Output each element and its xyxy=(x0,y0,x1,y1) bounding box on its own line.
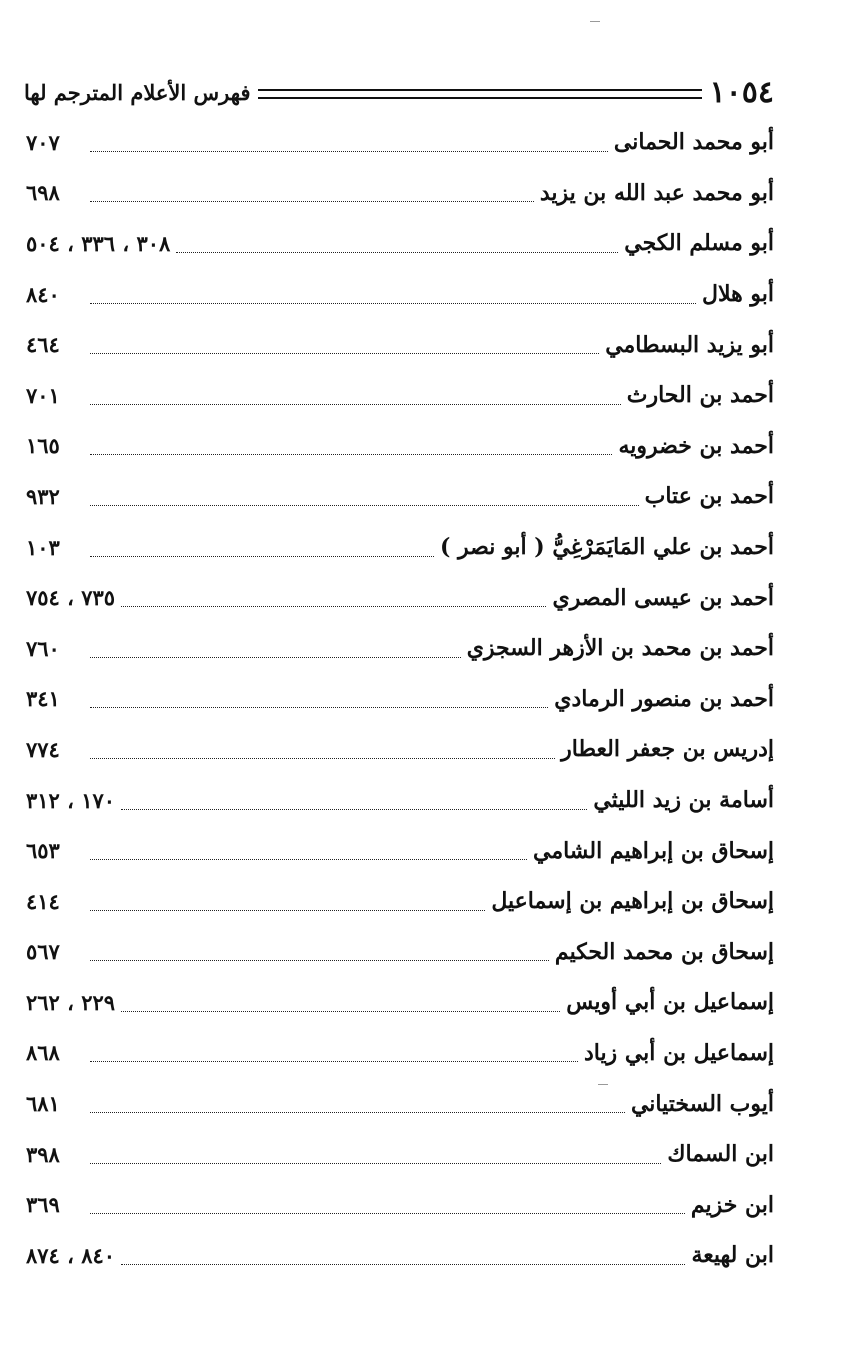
index-entry xyxy=(26,977,774,1028)
entry-pages: ٧٧٤ xyxy=(26,736,60,762)
entry-name: أحمد بن محمد بن الأزهر السجزي xyxy=(466,635,774,662)
entry-pages: ٣٩٨ xyxy=(26,1141,60,1167)
entry-name: أحمد بن الحارث xyxy=(626,382,774,409)
dot-leader xyxy=(90,404,621,405)
entry-name: أحمد بن خضرويه xyxy=(618,432,774,459)
entry-pages: ٣٠٨ ، ٣٣٦ ، ٥٠٤ xyxy=(26,230,171,256)
entry-name: أبو محمد عبد الله بن يزيد xyxy=(539,179,774,206)
entry-name: إسماعيل بن أبي أويس xyxy=(566,989,774,1016)
entry-name: ابن السماك xyxy=(667,1141,774,1168)
entry-pages: ٦٥٣ xyxy=(26,838,60,864)
index-entry xyxy=(26,1129,774,1180)
index-entry xyxy=(26,370,774,421)
entry-pages: ٣٤١ xyxy=(26,686,60,712)
entry-pages: ١٠٣ xyxy=(26,534,60,560)
index-entry xyxy=(26,724,774,775)
index-entry xyxy=(26,1230,774,1281)
index-entry xyxy=(26,1078,774,1129)
entry-name: أحمد بن علي المَايَمَرْغِيُّ ( أبو نصر ) xyxy=(439,534,774,561)
index-entry xyxy=(26,825,774,876)
entry-name: أبو هلال xyxy=(702,281,774,308)
scan-mark-top xyxy=(590,21,600,22)
entry-pages: ٣٦٩ xyxy=(26,1192,60,1218)
entry-pages: ٧٠١ xyxy=(26,382,60,408)
index-entry xyxy=(26,319,774,370)
entry-name: إدريس بن جعفر العطار xyxy=(561,736,774,763)
entry-pages: ٨٤٠ xyxy=(26,281,60,307)
entry-pages: ٨٤٠ ، ٨٧٤ xyxy=(26,1242,116,1268)
dot-leader xyxy=(90,960,549,961)
entry-pages: ٦٨١ xyxy=(26,1091,60,1117)
entry-name: أسامة بن زيد الليثي xyxy=(593,787,774,814)
index-entry xyxy=(26,572,774,623)
entry-pages: ٤١٤ xyxy=(26,888,60,914)
dot-leader xyxy=(121,809,587,810)
entry-pages: ٥٦٧ xyxy=(26,939,60,965)
dot-leader xyxy=(176,252,618,253)
entry-name: إسحاق بن إبراهيم الشامي xyxy=(532,837,774,864)
entry-name: ابن خزيم xyxy=(690,1191,774,1218)
index-entry xyxy=(26,522,774,573)
dot-leader xyxy=(90,910,485,911)
page-number: ١٠٥٤ xyxy=(709,74,774,110)
index-entry xyxy=(26,623,774,674)
entry-name: إسماعيل بن أبي زياد xyxy=(583,1039,774,1066)
entry-name: أبو مسلم الكجي xyxy=(624,230,774,257)
dot-leader xyxy=(121,1011,560,1012)
index-entry xyxy=(26,927,774,978)
index-entry xyxy=(26,471,774,522)
header-double-rule xyxy=(258,89,701,99)
index-entry xyxy=(26,218,774,269)
entry-name: ابن لهيعة xyxy=(691,1242,774,1269)
entry-pages: ٧٣٥ ، ٧٥٤ xyxy=(26,585,116,611)
entry-name: أحمد بن منصور الرمادي xyxy=(554,685,774,712)
dot-leader xyxy=(90,303,696,304)
entry-name: أبو محمد الحمانى xyxy=(613,129,774,156)
scan-mark-bottom xyxy=(598,1084,608,1085)
entry-pages: ٩٣٢ xyxy=(26,483,60,509)
entry-pages: ٧٦٠ xyxy=(26,635,60,661)
entry-name: أبو يزيد البسطامي xyxy=(605,331,774,358)
dot-leader xyxy=(90,859,527,860)
index-entry xyxy=(26,117,774,168)
index-entry xyxy=(26,1179,774,1230)
entry-pages: ٦٩٨ xyxy=(26,180,60,206)
dot-leader xyxy=(90,353,599,354)
dot-leader xyxy=(90,505,639,506)
dot-leader xyxy=(90,1163,661,1164)
entry-pages: ١٦٥ xyxy=(26,433,60,459)
dot-leader xyxy=(90,1061,578,1062)
entry-pages: ٢٢٩ ، ٢٦٢ xyxy=(26,989,116,1015)
running-title: فهرس الأعلام المترجم لها xyxy=(24,79,251,105)
entry-pages: ٤٦٤ xyxy=(26,332,60,358)
entry-pages: ٧٠٧ xyxy=(26,129,60,155)
dot-leader xyxy=(90,657,461,658)
index-entry xyxy=(26,421,774,472)
page-header xyxy=(24,72,774,112)
dot-leader xyxy=(121,606,546,607)
dot-leader xyxy=(90,454,612,455)
dot-leader xyxy=(90,707,548,708)
entry-name: إسحاق بن محمد الحكيم xyxy=(554,938,774,965)
index-entries xyxy=(26,117,774,1281)
index-entry xyxy=(26,775,774,826)
dot-leader xyxy=(90,556,434,557)
dot-leader xyxy=(90,1213,685,1214)
dot-leader xyxy=(90,1112,625,1113)
index-entry xyxy=(26,269,774,320)
index-entry xyxy=(26,674,774,725)
entry-name: أحمد بن عيسى المصري xyxy=(552,584,774,611)
entry-pages: ١٧٠ ، ٣١٢ xyxy=(26,787,116,813)
entry-name: أيوب السختياني xyxy=(630,1090,774,1117)
dot-leader xyxy=(121,1264,685,1265)
index-entry xyxy=(26,168,774,219)
dot-leader xyxy=(90,758,555,759)
entry-name: أحمد بن عتاب xyxy=(644,483,774,510)
entry-name: إسحاق بن إبراهيم بن إسماعيل xyxy=(491,888,774,915)
dot-leader xyxy=(90,201,534,202)
index-entry xyxy=(26,1028,774,1079)
dot-leader xyxy=(90,151,608,152)
index-entry xyxy=(26,876,774,927)
entry-pages: ٨٦٨ xyxy=(26,1040,60,1066)
